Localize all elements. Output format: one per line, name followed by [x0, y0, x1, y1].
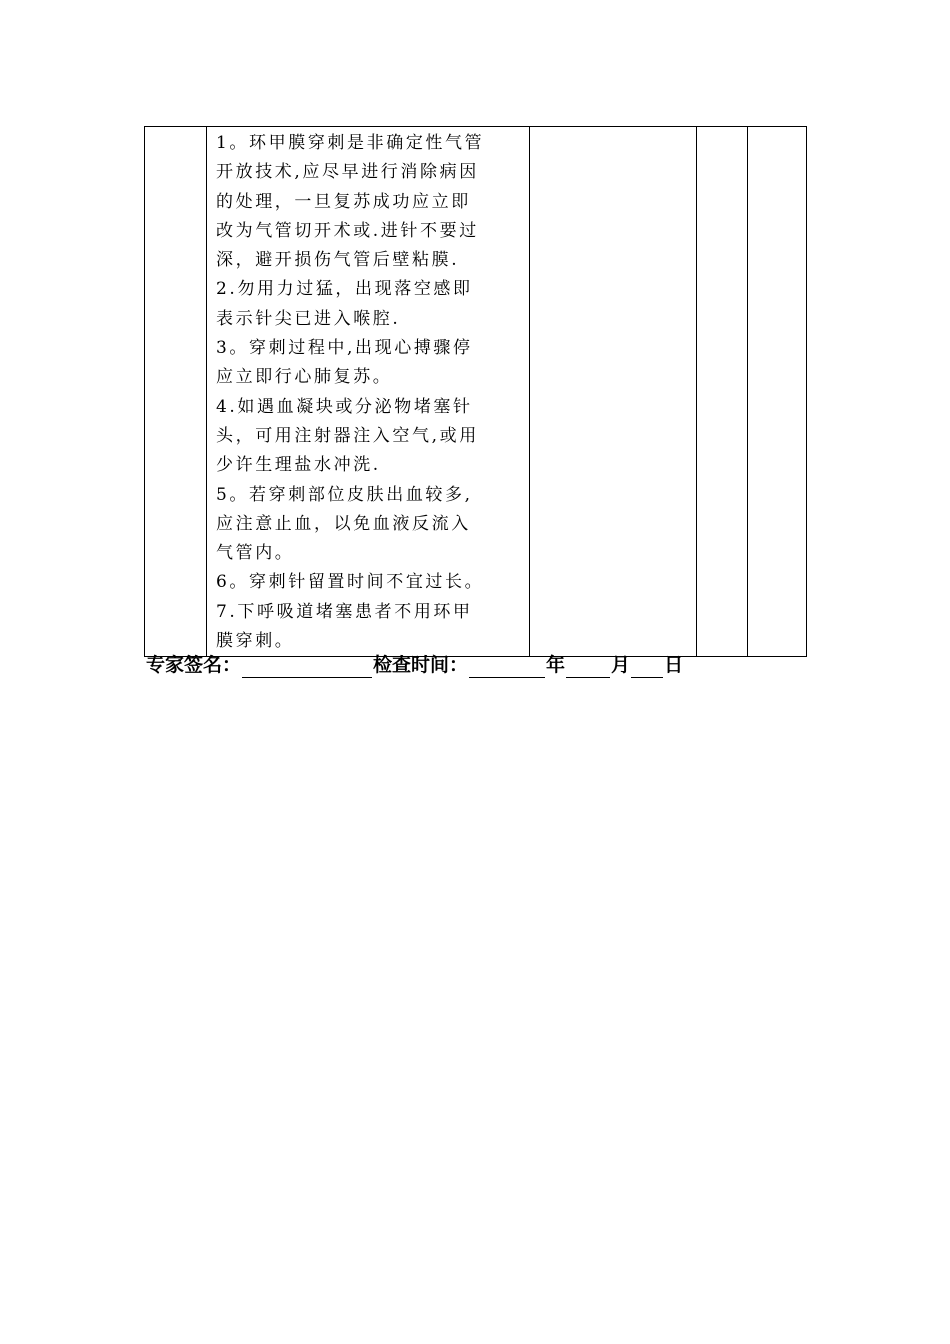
day-blank[interactable]	[631, 657, 663, 678]
notes-cell	[207, 127, 530, 657]
note-line: 的处理，一旦复苏成功应立即	[216, 191, 471, 212]
note-line: 应立即行心肺复苏。	[216, 367, 393, 388]
month-label: 月	[611, 654, 631, 676]
note-line: 开放技术,应尽早进行消除病因	[216, 162, 479, 183]
note-line: 2.勿用力过猛，出现落空感即	[216, 279, 473, 300]
note-line: 气管内。	[216, 543, 295, 564]
remarks-cell	[748, 127, 807, 657]
table-row	[145, 127, 807, 657]
note-line: 6。穿刺针留置时间不宜过长。	[216, 572, 485, 593]
note-line: 应注意止血，以免血液反流入	[216, 513, 471, 534]
note-line: 5。若穿刺部位皮肤出血较多,	[216, 484, 473, 505]
item-cell	[145, 127, 207, 657]
precautions-text	[207, 127, 529, 656]
note-line: 头，可用注射器注入空气,或用	[216, 425, 479, 446]
note-line: 膜穿刺。	[216, 631, 295, 652]
signature-line	[146, 652, 683, 678]
year-label: 年	[546, 654, 566, 676]
expert-signature-blank[interactable]	[242, 657, 372, 678]
day-label: 日	[664, 654, 684, 676]
note-line: 改为气管切开术或.进针不要过	[216, 220, 479, 241]
expert-signature-label: 专家签名：	[146, 654, 242, 676]
evaluation-table	[144, 126, 807, 657]
month-blank[interactable]	[566, 657, 610, 678]
note-line: 3。穿刺过程中,出现心搏骤停	[216, 338, 473, 359]
year-blank[interactable]	[469, 657, 545, 678]
note-line: 少许生理盐水冲洗.	[216, 455, 381, 476]
note-line: 1。环甲膜穿刺是非确定性气管	[216, 133, 485, 153]
check-time-label: 检查时间：	[373, 654, 469, 676]
score-cell	[530, 127, 697, 657]
note-line: 4.如遇血凝块或分泌物堵塞针	[216, 396, 473, 417]
note-line: 表示针尖已进入喉腔.	[216, 308, 401, 329]
note-line: 深，避开损伤气管后壁粘膜.	[216, 250, 460, 271]
note-line: 7.下呼吸道堵塞患者不用环甲	[216, 601, 473, 622]
deduction-cell	[697, 127, 748, 657]
